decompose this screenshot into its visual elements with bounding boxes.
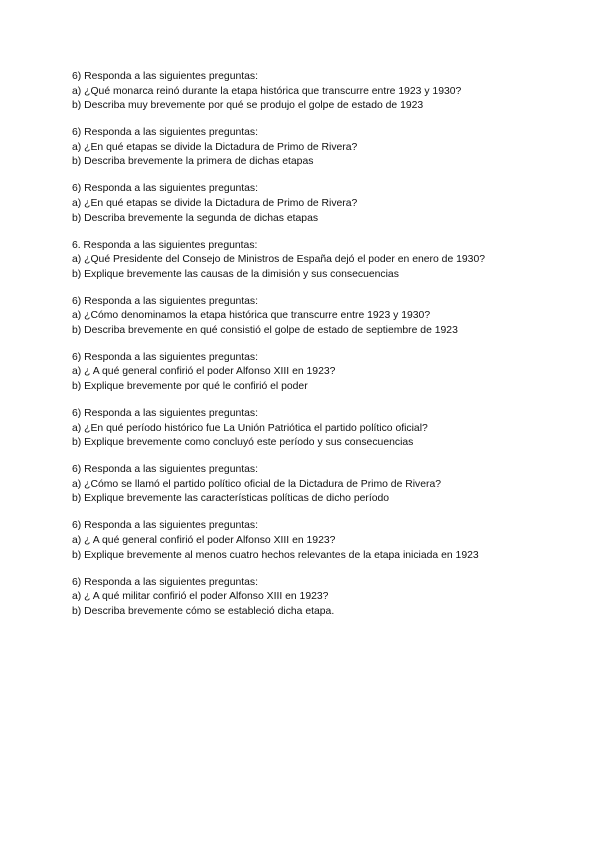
question-heading: 6) Responda a las siguientes preguntas: bbox=[72, 576, 258, 588]
question-b: b) Describa brevemente cómo se estableció dicha etapa. bbox=[72, 605, 335, 617]
question-block bbox=[72, 126, 572, 170]
question-a: a) ¿En qué período histórico fue La Unión Patriótica el partido político oficial? bbox=[72, 422, 428, 434]
question-block bbox=[72, 407, 572, 451]
question-block bbox=[72, 519, 572, 563]
question-a: a) ¿En qué etapas se divide la Dictadura de Primo de Rivera? bbox=[72, 197, 358, 209]
question-b: b) Explique brevemente por qué le confirió el poder bbox=[72, 381, 308, 393]
question-block bbox=[72, 70, 572, 114]
question-block bbox=[72, 182, 572, 226]
question-b: b) Explique brevemente las causas de la dimisión y sus consecuencias bbox=[72, 268, 399, 280]
question-b: b) Explique brevemente las características políticas de dicho período bbox=[72, 493, 390, 505]
question-b: b) Describa brevemente en qué consistió el golpe de estado de septiembre de 1923 bbox=[72, 324, 458, 336]
question-a: a) ¿Qué Presidente del Consejo de Ministros de España dejó el poder en enero de 1930? bbox=[72, 254, 486, 266]
question-block bbox=[72, 576, 572, 620]
question-heading: 6) Responda a las siguientes preguntas: bbox=[72, 464, 258, 476]
question-a: a) ¿Qué monarca reinó durante la etapa histórica que transcurre entre 1923 y 1930? bbox=[72, 85, 462, 97]
question-block bbox=[72, 351, 572, 395]
question-b: b) Describa brevemente la segunda de dichas etapas bbox=[72, 212, 319, 224]
question-a: a) ¿Cómo se llamó el partido político oficial de la Dictadura de Primo de Rivera? bbox=[72, 478, 442, 490]
question-heading: 6) Responda a las siguientes preguntas: bbox=[72, 71, 258, 82]
question-block bbox=[72, 239, 572, 283]
question-heading: 6) Responda a las siguientes preguntas: bbox=[72, 351, 258, 363]
question-heading: 6) Responda a las siguientes preguntas: bbox=[72, 127, 258, 139]
question-heading: 6) Responda a las siguientes preguntas: bbox=[72, 520, 258, 532]
question-list bbox=[72, 70, 572, 632]
question-b: b) Describa brevemente la primera de dichas etapas bbox=[72, 156, 314, 168]
question-a: a) ¿En qué etapas se divide la Dictadura de Primo de Rivera? bbox=[72, 141, 358, 153]
question-b: b) Explique brevemente como concluyó este período y sus consecuencias bbox=[72, 437, 414, 449]
question-heading: 6) Responda a las siguientes preguntas: bbox=[72, 408, 258, 420]
question-heading: 6) Responda a las siguientes preguntas: bbox=[72, 295, 258, 307]
question-b: b) Describa muy brevemente por qué se produjo el golpe de estado de 1923 bbox=[72, 100, 424, 112]
question-heading: 6. Responda a las siguientes preguntas: bbox=[72, 239, 258, 251]
question-a: a) ¿Cómo denominamos la etapa histórica que transcurre entre 1923 y 1930? bbox=[72, 310, 431, 322]
question-a: a) ¿ A qué militar confirió el poder Alfonso XIII en 1923? bbox=[72, 591, 329, 603]
question-heading: 6) Responda a las siguientes preguntas: bbox=[72, 183, 258, 195]
question-a: a) ¿ A qué general confirió el poder Alfonso XIII en 1923? bbox=[72, 534, 336, 546]
question-a: a) ¿ A qué general confirió el poder Alfonso XIII en 1923? bbox=[72, 366, 336, 378]
question-block bbox=[72, 463, 572, 507]
question-b: b) Explique brevemente al menos cuatro hechos relevantes de la etapa iniciada en 1923 bbox=[72, 549, 479, 561]
question-block bbox=[72, 295, 572, 339]
